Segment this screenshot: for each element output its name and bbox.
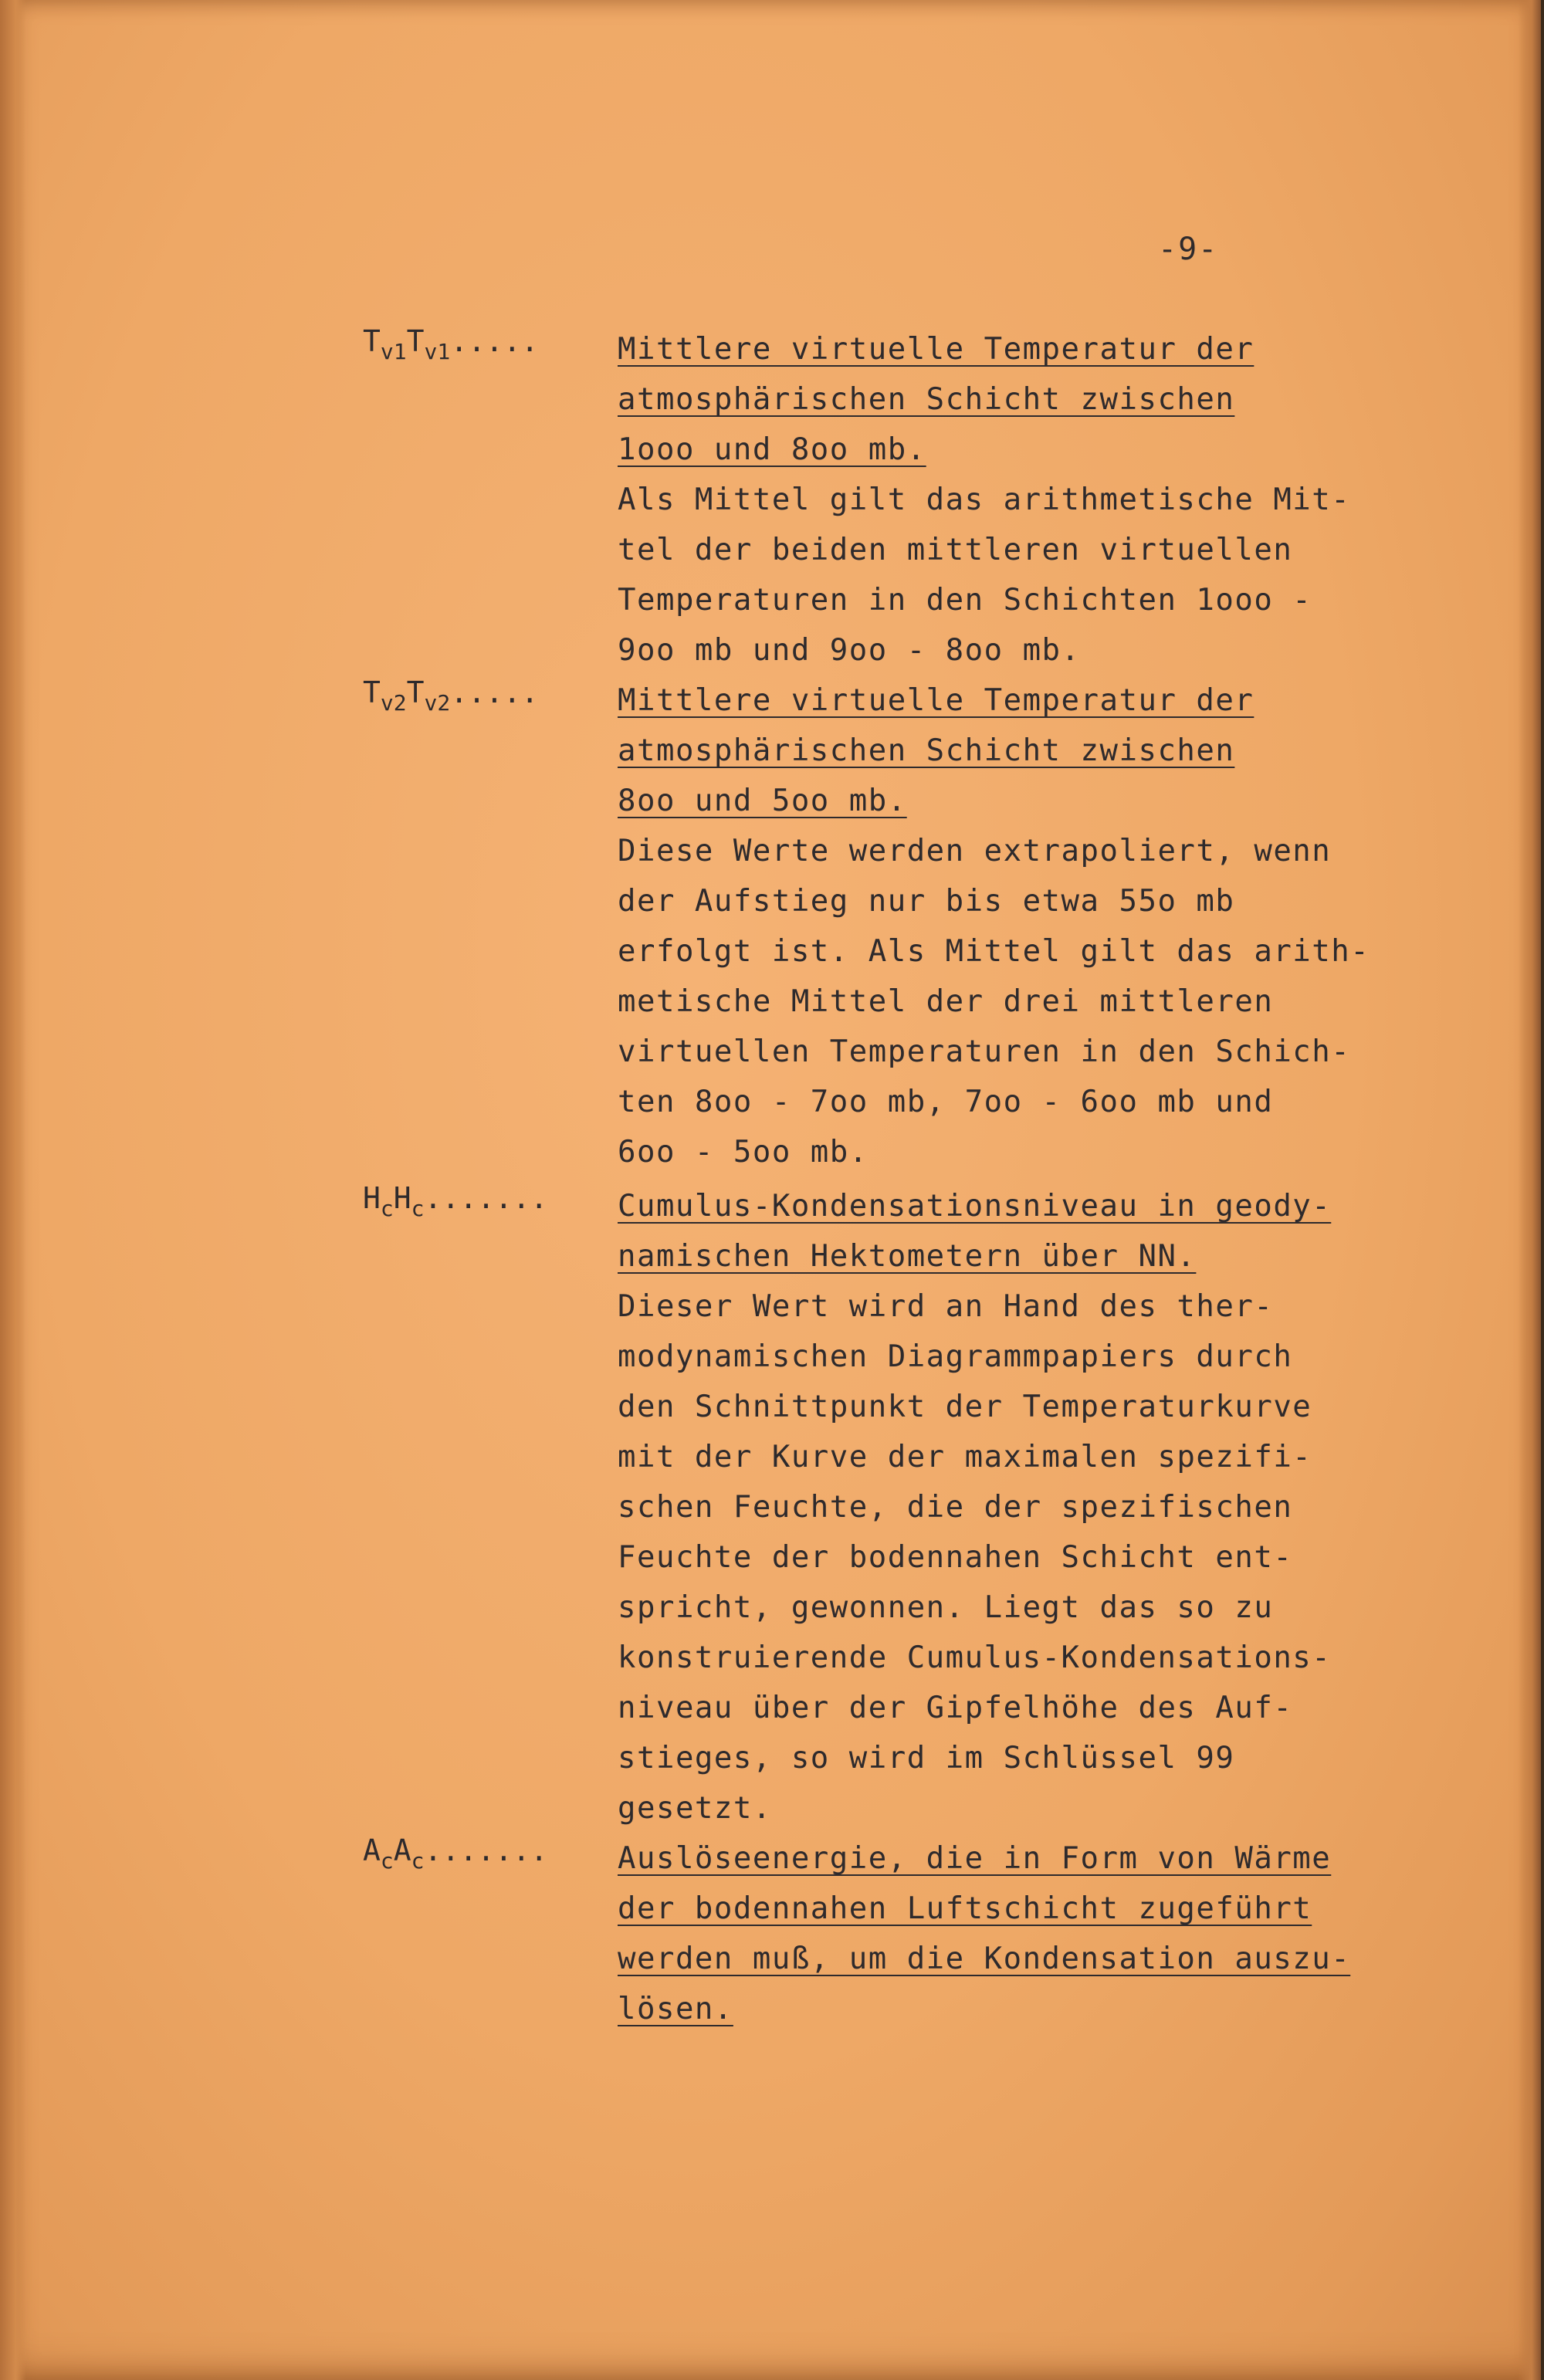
entry-text bbox=[618, 1181, 1451, 1833]
entry-symbol: $T_{v1}T_{v1}$..... bbox=[363, 324, 539, 364]
note-line: Temperaturen in den Schichten 1ooo - bbox=[618, 583, 1312, 618]
note-line: 6oo - 5oo mb. bbox=[618, 1135, 868, 1170]
note-line: virtuellen Temperaturen in den Schich- bbox=[618, 1034, 1351, 1069]
note-line: metische Mittel der drei mittleren bbox=[618, 984, 1274, 1019]
note-line: spricht, gewonnen. Liegt das so zu bbox=[618, 1590, 1274, 1625]
page-number: -9- bbox=[1158, 232, 1219, 267]
note-line: mit der Kurve der maximalen spezifi- bbox=[618, 1440, 1312, 1474]
note-line: Als Mittel gilt das arithmetische Mit- bbox=[618, 482, 1351, 517]
definition-line: Cumulus-Kondensationsniveau in geody- bbox=[618, 1189, 1332, 1224]
page-right-edge bbox=[1518, 0, 1541, 2380]
note-line: niveau über der Gipfelhöhe des Auf- bbox=[618, 1691, 1293, 1725]
note-line: ten 8oo - 7oo mb, 7oo - 6oo mb und bbox=[618, 1085, 1274, 1119]
definition-line: atmosphärischen Schicht zwischen bbox=[618, 382, 1235, 417]
definition-line: werden muß, um die Kondensation auszu- bbox=[618, 1942, 1351, 1976]
note-line: 9oo mb und 9oo - 8oo mb. bbox=[618, 633, 1081, 668]
entry-symbol: $H_cH_c$....... bbox=[363, 1181, 548, 1221]
entry-symbol: $T_{v2}T_{v2}$..... bbox=[363, 675, 539, 716]
definition-line: 1ooo und 8oo mb. bbox=[618, 432, 926, 467]
definition-line: Mittlere virtuelle Temperatur der bbox=[618, 332, 1254, 367]
note-line: konstruierende Cumulus-Kondensations- bbox=[618, 1640, 1332, 1675]
definition-line: lösen. bbox=[618, 1992, 733, 2026]
definition-line: Mittlere virtuelle Temperatur der bbox=[618, 683, 1254, 718]
note-line: tel der beiden mittleren virtuellen bbox=[618, 533, 1293, 567]
note-line: der Aufstieg nur bis etwa 55o mb bbox=[618, 884, 1235, 919]
entry-text bbox=[618, 324, 1451, 675]
note-line: gesetzt. bbox=[618, 1791, 772, 1826]
note-line: modynamischen Diagrammpapiers durch bbox=[618, 1339, 1293, 1374]
entry-symbol: $A_cA_c$....... bbox=[363, 1833, 548, 1874]
note-line: erfolgt ist. Als Mittel gilt das arith- bbox=[618, 934, 1370, 969]
page-binding-edge bbox=[0, 0, 26, 2380]
note-line: den Schnittpunkt der Temperaturkurve bbox=[618, 1390, 1312, 1424]
note-line: Feuchte der bodennahen Schicht ent- bbox=[618, 1540, 1293, 1575]
definition-line: 8oo und 5oo mb. bbox=[618, 784, 907, 818]
note-line: schen Feuchte, die der spezifischen bbox=[618, 1490, 1293, 1525]
note-line: stieges, so wird im Schlüssel 99 bbox=[618, 1741, 1235, 1776]
definition-line: atmosphärischen Schicht zwischen bbox=[618, 733, 1235, 768]
entry-text bbox=[618, 675, 1451, 1177]
entry-text bbox=[618, 1833, 1451, 2034]
definition-line: Auslöseenergie, die in Form von Wärme bbox=[618, 1841, 1332, 1876]
definition-line: der bodennahen Luftschicht zugeführt bbox=[618, 1891, 1312, 1926]
note-line: Diese Werte werden extrapoliert, wenn bbox=[618, 834, 1332, 868]
definition-line: namischen Hektometern über NN. bbox=[618, 1239, 1197, 1274]
note-line: Dieser Wert wird an Hand des ther- bbox=[618, 1289, 1274, 1324]
